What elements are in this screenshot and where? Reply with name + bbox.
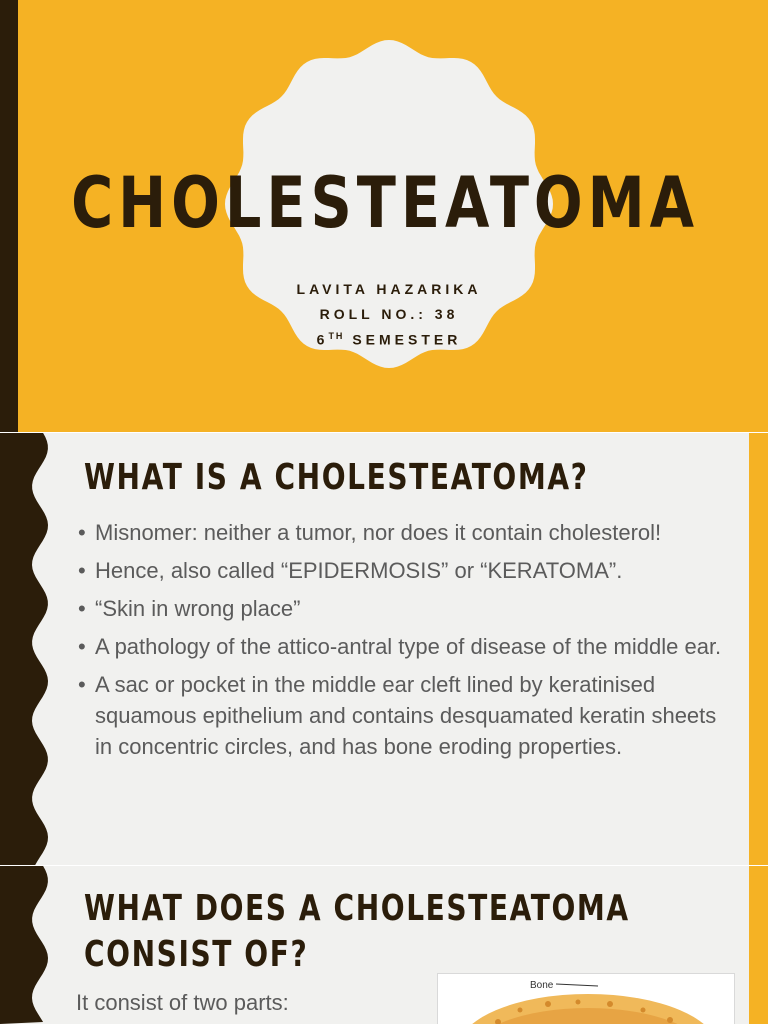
wavy-left-band	[0, 433, 60, 865]
bullet-marker: •	[78, 672, 86, 697]
author-name: LAVITA HAZARIKA	[296, 281, 482, 297]
cholesteatoma-diagram	[437, 973, 735, 1024]
semester-number: 6	[316, 331, 329, 348]
bullet-marker: •	[78, 634, 86, 659]
bullet-marker: •	[78, 520, 86, 545]
title-slide	[0, 0, 768, 432]
bullet-item	[78, 631, 728, 662]
semester	[230, 331, 548, 348]
semester-ordinal: TH	[328, 331, 345, 341]
slide-heading-line2: CONSIST OF?	[84, 934, 309, 975]
bullet-text: Misnomer: neither a tumor, nor does it contain cholesterol!	[95, 520, 662, 545]
right-accent-bar	[749, 866, 768, 1024]
wavy-left-band	[0, 866, 60, 1024]
bullet-item	[78, 517, 728, 548]
bullet-text: A sac or pocket in the middle ear cleft lined by keratinised squamous epithelium and contains desquamated keratin sheets in concentric circles, and has bone eroding properties.	[95, 672, 717, 759]
roll-number: ROLL NO.: 38	[319, 306, 459, 322]
semester-word: SEMESTER	[352, 331, 462, 348]
definition-slide	[0, 433, 768, 865]
composition-slide	[0, 866, 768, 1024]
bullet-item	[78, 593, 728, 624]
bullet-list	[78, 517, 728, 769]
figure-label-bone: Bone	[530, 980, 554, 991]
bullet-text: Hence, also called “EPIDERMOSIS” or “KERATOMA”.	[95, 558, 623, 583]
bullet-marker: •	[78, 596, 86, 621]
bullet-text: “Skin in wrong place”	[95, 596, 301, 621]
intro-text: It consist of two parts:	[76, 990, 289, 1015]
presentation-title: CHOLESTEATOMA	[71, 162, 700, 244]
diagram-illustration	[438, 974, 734, 1024]
bullet-marker: •	[78, 558, 86, 583]
right-accent-bar	[749, 433, 768, 865]
bullet-text: A pathology of the attico-antral type of disease of the middle ear.	[95, 634, 722, 659]
bullet-item	[78, 669, 728, 762]
bullet-item	[78, 555, 728, 586]
slide-heading: WHAT IS A CHOLESTEATOMA?	[84, 457, 589, 498]
slide-heading-line1: WHAT DOES A CHOLESTEATOMA	[84, 888, 630, 929]
